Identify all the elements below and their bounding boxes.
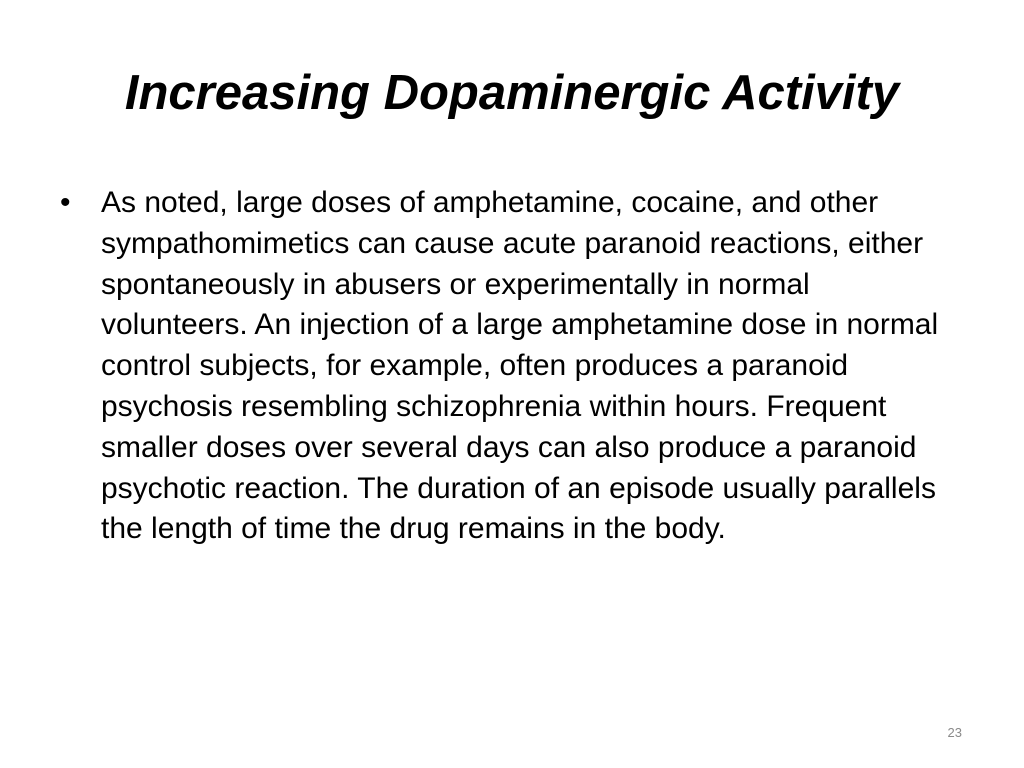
bullet-text: As noted, large doses of amphetamine, cocaine, and other sympathomimetics can cause acute paranoid reactions, either spontaneously in abusers or experimentally in normal volunteers. An injection of a large amphetamine dose in normal control subjects, for example, often produces a paranoid psychosis resembling schizophrenia within hours. Frequent smaller doses over several days can also produce a paranoid psychotic reaction. The duration of an episode usually parallels the length of time the drug remains in the body. — [101, 186, 939, 546]
slide-page-number: 23 — [947, 725, 962, 740]
slide-title: Increasing Dopaminergic Activity — [124, 66, 900, 120]
bullet-item — [60, 183, 940, 550]
slide-body — [60, 183, 940, 550]
bullet-marker: • — [60, 186, 71, 219]
